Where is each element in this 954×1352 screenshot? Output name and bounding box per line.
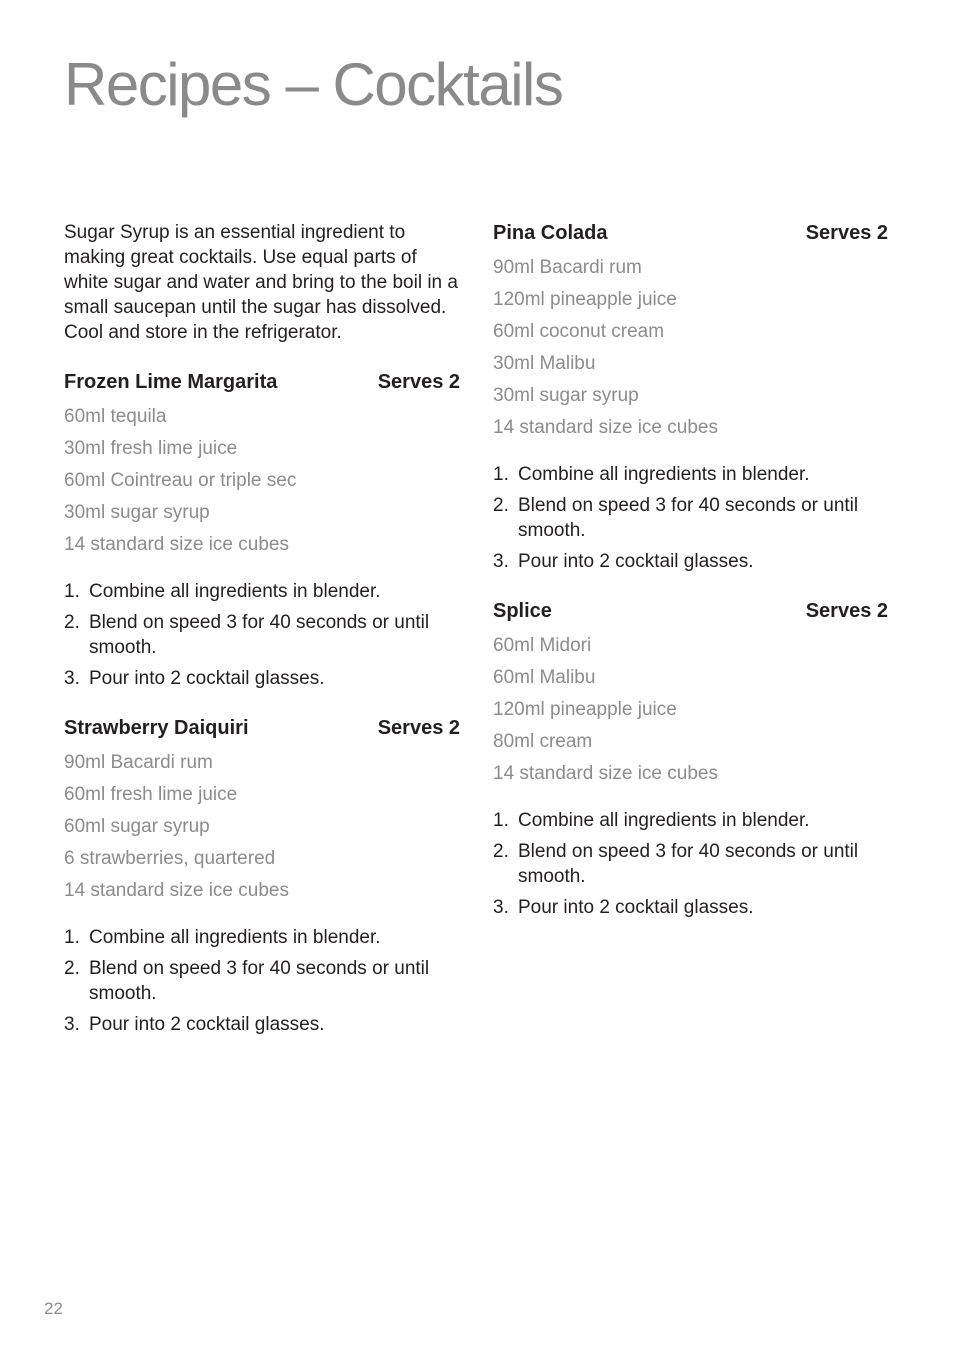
step-number: 1. — [64, 927, 80, 948]
ingredient-item: 14 standard size ice cubes — [493, 417, 718, 438]
ingredient-item: 14 standard size ice cubes — [64, 534, 289, 555]
ingredient-item: 90ml Bacardi rum — [64, 752, 213, 773]
step-text: Pour into 2 cocktail glasses. — [518, 897, 754, 918]
ingredient-item: 60ml Cointreau or triple sec — [64, 470, 297, 491]
step-number: 2. — [64, 612, 80, 633]
step-text: Combine all ingredients in blender. — [518, 464, 810, 485]
ingredient-item: 14 standard size ice cubes — [64, 880, 289, 901]
ingredient-item: 30ml fresh lime juice — [64, 438, 238, 459]
method-step — [493, 839, 888, 889]
recipe-block — [493, 220, 888, 574]
method-step — [64, 610, 460, 660]
recipe-block — [64, 715, 460, 1037]
step-number: 2. — [493, 841, 509, 862]
ingredient-item: 14 standard size ice cubes — [493, 763, 718, 784]
ingredient-item: 60ml Malibu — [493, 667, 596, 688]
method-step — [64, 925, 460, 950]
method-steps — [493, 808, 888, 920]
method-steps — [493, 462, 888, 574]
method-step — [64, 956, 460, 1006]
ingredient-item: 30ml sugar syrup — [64, 502, 210, 523]
ingredient-list — [64, 747, 460, 907]
ingredient-list — [493, 252, 888, 444]
recipe-serves: Serves 2 — [805, 600, 888, 622]
recipe-name: Strawberry Daiquiri — [64, 717, 249, 739]
step-text: Pour into 2 cocktail glasses. — [89, 1014, 325, 1035]
step-text: Blend on speed 3 for 40 seconds or until smooth. — [518, 841, 859, 887]
ingredient-item: 6 strawberries, quartered — [64, 848, 276, 869]
ingredient-item: 120ml pineapple juice — [493, 289, 677, 310]
step-text: Pour into 2 cocktail glasses. — [518, 551, 754, 572]
recipe-serves: Serves 2 — [805, 222, 888, 244]
left-column — [64, 220, 460, 1061]
page-number: 22 — [44, 1299, 63, 1318]
recipe-block — [493, 598, 888, 920]
step-text: Pour into 2 cocktail glasses. — [89, 668, 325, 689]
step-text: Blend on speed 3 for 40 seconds or until smooth. — [89, 612, 430, 658]
method-step — [493, 462, 888, 487]
step-text: Blend on speed 3 for 40 seconds or until smooth. — [89, 958, 430, 1004]
ingredient-item: 90ml Bacardi rum — [493, 257, 642, 278]
ingredient-item: 60ml fresh lime juice — [64, 784, 238, 805]
ingredient-item: 60ml sugar syrup — [64, 816, 210, 837]
recipe-name: Splice — [493, 600, 552, 622]
step-text: Combine all ingredients in blender. — [89, 927, 381, 948]
recipe-header — [64, 715, 460, 741]
step-number: 3. — [64, 668, 80, 689]
ingredient-item: 120ml pineapple juice — [493, 699, 677, 720]
ingredient-item: 60ml Midori — [493, 635, 592, 656]
method-step — [64, 1012, 460, 1037]
right-column — [493, 220, 888, 944]
method-step — [493, 549, 888, 574]
method-step — [64, 666, 460, 691]
ingredient-item: 30ml sugar syrup — [493, 385, 639, 406]
method-step — [64, 579, 460, 604]
recipe-header — [493, 220, 888, 246]
recipe-name: Pina Colada — [493, 222, 608, 244]
sugar-syrup-intro: Sugar Syrup is an essential ingredient to making great cocktails. Use equal parts of white sugar and water and bring to the boil in a small saucepan until the sugar has dissolved. Cool and store in the refrigerator. — [64, 222, 458, 343]
ingredient-item: 30ml Malibu — [493, 353, 596, 374]
step-number: 1. — [493, 464, 509, 485]
step-number: 2. — [64, 958, 80, 979]
step-text: Blend on speed 3 for 40 seconds or until smooth. — [518, 495, 859, 541]
step-number: 3. — [64, 1014, 80, 1035]
page-title: Recipes – Cocktails — [64, 51, 563, 118]
recipe-name: Frozen Lime Margarita — [64, 371, 278, 393]
method-step — [493, 895, 888, 920]
ingredient-list — [493, 630, 888, 790]
step-number: 1. — [493, 810, 509, 831]
method-steps — [64, 925, 460, 1037]
step-number: 1. — [64, 581, 80, 602]
step-number: 3. — [493, 551, 509, 572]
recipe-serves: Serves 2 — [377, 717, 460, 739]
recipe-block — [64, 369, 460, 691]
step-number: 3. — [493, 897, 509, 918]
method-step — [493, 808, 888, 833]
ingredient-list — [64, 401, 460, 561]
recipe-header — [493, 598, 888, 624]
recipe-serves: Serves 2 — [377, 371, 460, 393]
recipe-header — [64, 369, 460, 395]
step-number: 2. — [493, 495, 509, 516]
ingredient-item: 60ml tequila — [64, 406, 167, 427]
ingredient-item: 80ml cream — [493, 731, 593, 752]
method-step — [493, 493, 888, 543]
ingredient-item: 60ml coconut cream — [493, 321, 665, 342]
step-text: Combine all ingredients in blender. — [518, 810, 810, 831]
method-steps — [64, 579, 460, 691]
step-text: Combine all ingredients in blender. — [89, 581, 381, 602]
